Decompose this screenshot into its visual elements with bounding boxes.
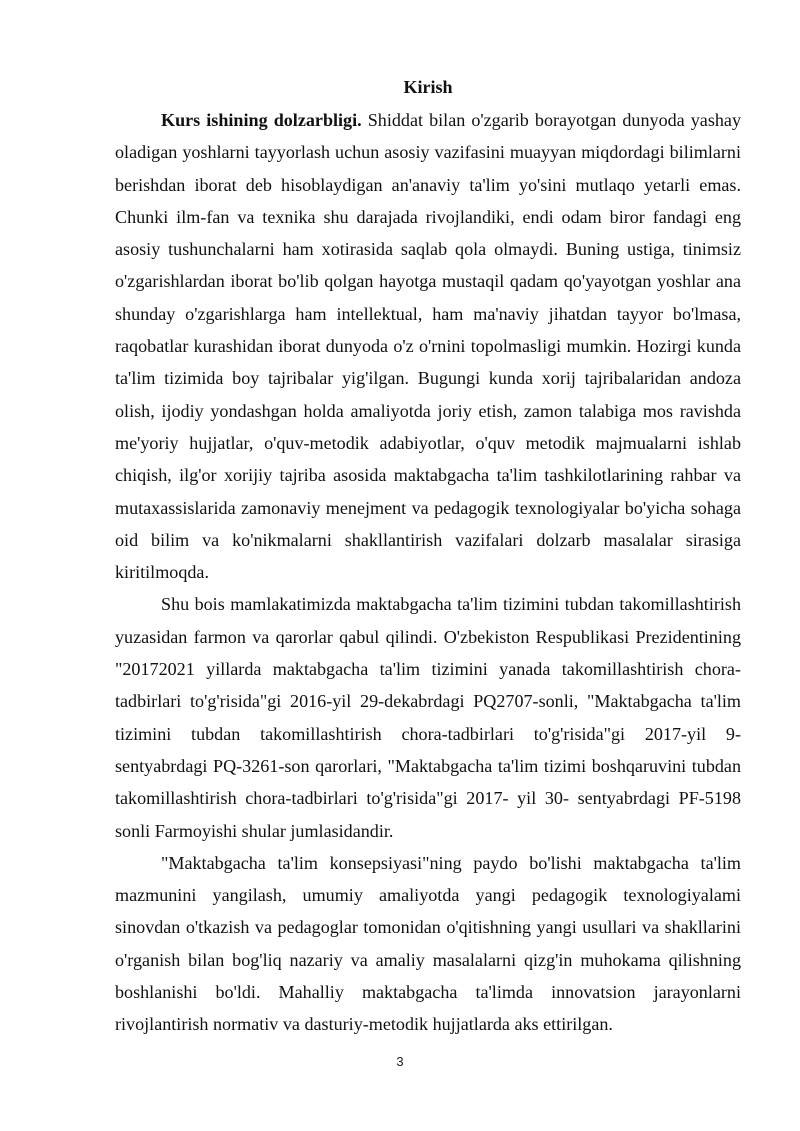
document-page [115,74,741,1041]
paragraph-text: Shu bois mamlakatimizda maktabgacha ta'lim tizimini tubdan takomillashtirish yuzasidan farmon va qarorlar qabul qilindi. O'zbekiston Respublikasi Prezidentining "20172021 yillarda maktabgacha ta'lim tizimini yanada takomillashtirish chora-tadbirlari to'g'risida"gi 2016-yil 29-dekabrdagi PQ2707-sonli, "Maktabgacha ta'lim tizimini tubdan takomillashtirish chora-tadbirlari to'g'risida"gi 2017-yil 9- sentyabrdagi PQ-3261-son qarorlari, "Maktabgacha ta'lim tizimi boshqaruvini tubdan takomillashtirish chora-tadbirlari to'g'risida"gi 2017- yil 30- sentyabrdagi PF-5198 sonli Farmoyishi shular jumlasidandir. [115,594,741,841]
paragraph-relevance [115,104,741,588]
section-heading: Kirish [403,77,453,97]
paragraph-text: "Maktabgacha ta'lim konsepsiyasi"ning paydo bo'lishi maktabgacha ta'lim mazmunini yangilash, umumiy amaliyotda yangi pedagogik texnologiyalami sinovdan o'tkazish va pedagoglar tomonidan o'qitishning yangi usullari va shakllarini o'rganish bilan bog'liq nazariy va amaliy masalalarni qizg'in muhokama qilishning boshlanishi bo'ldi. Mahalliy maktabgacha ta'limda innovatsion jarayonlarni rivojlantirish normativ va dasturiy-metodik hujjatlarda aks ettirilgan. [115,852,741,1035]
paragraph-text: Shiddat bilan o'zgarib borayotgan dunyoda yashay oladigan yoshlarni tayyorlash uchun asosiy vazifasini muayyan miqdordagi bilimlarni berishdan iborat deb hisoblaydigan an'anaviy ta'lim yo'sini mutlaqo yetarli emas. Chunki ilm-fan va texnika shu darajada rivojlandiki, endi odam biror fandagi eng asosiy tushunchalarni ham xotirasida saqlab qola olmaydi. Buning ustiga, tinimsiz o'zgarishlardan iborat bo'lib qolgan hayotga mustaqil qadam qo'yayotgan yoshlar ana shunday o'zgarishlarga ham intellektual, ham ma'naviy jihatdan tayyor bo'lmasa, raqobatlar kurashidan iborat dunyoda o'z o'rnini topolmasligi mumkin. Hozirgi kunda ta'lim tizimida boy tajribalar yig'ilgan. Bugungi kunda xorij tajribalaridan andoza olish, ijodiy yondashgan holda amaliyotda joriy etish, zamon talabiga mos ravishda me'yoriy hujjatlar, o'quv-metodik adabiyotlar, o'quv metodik majmualarni ishlab chiqish, ilg'or xorijiy tajriba asosida maktabgacha ta'lim tashkilotlarining rahbar va mutaxassislarida zamonaviy menejment va pedagogik texnologiyalar bo'yicha sohaga oid bilim va ko'nikmalarni shakllantirish vazifalari dolzarb masalalar sirasiga kiritilmoqda. [115,110,742,583]
page-number: 3 [396,1054,404,1069]
paragraph-decrees [115,588,741,846]
paragraph-lead: Kurs ishining dolzarbligi. [161,110,362,130]
paragraph-concept [115,847,741,1041]
